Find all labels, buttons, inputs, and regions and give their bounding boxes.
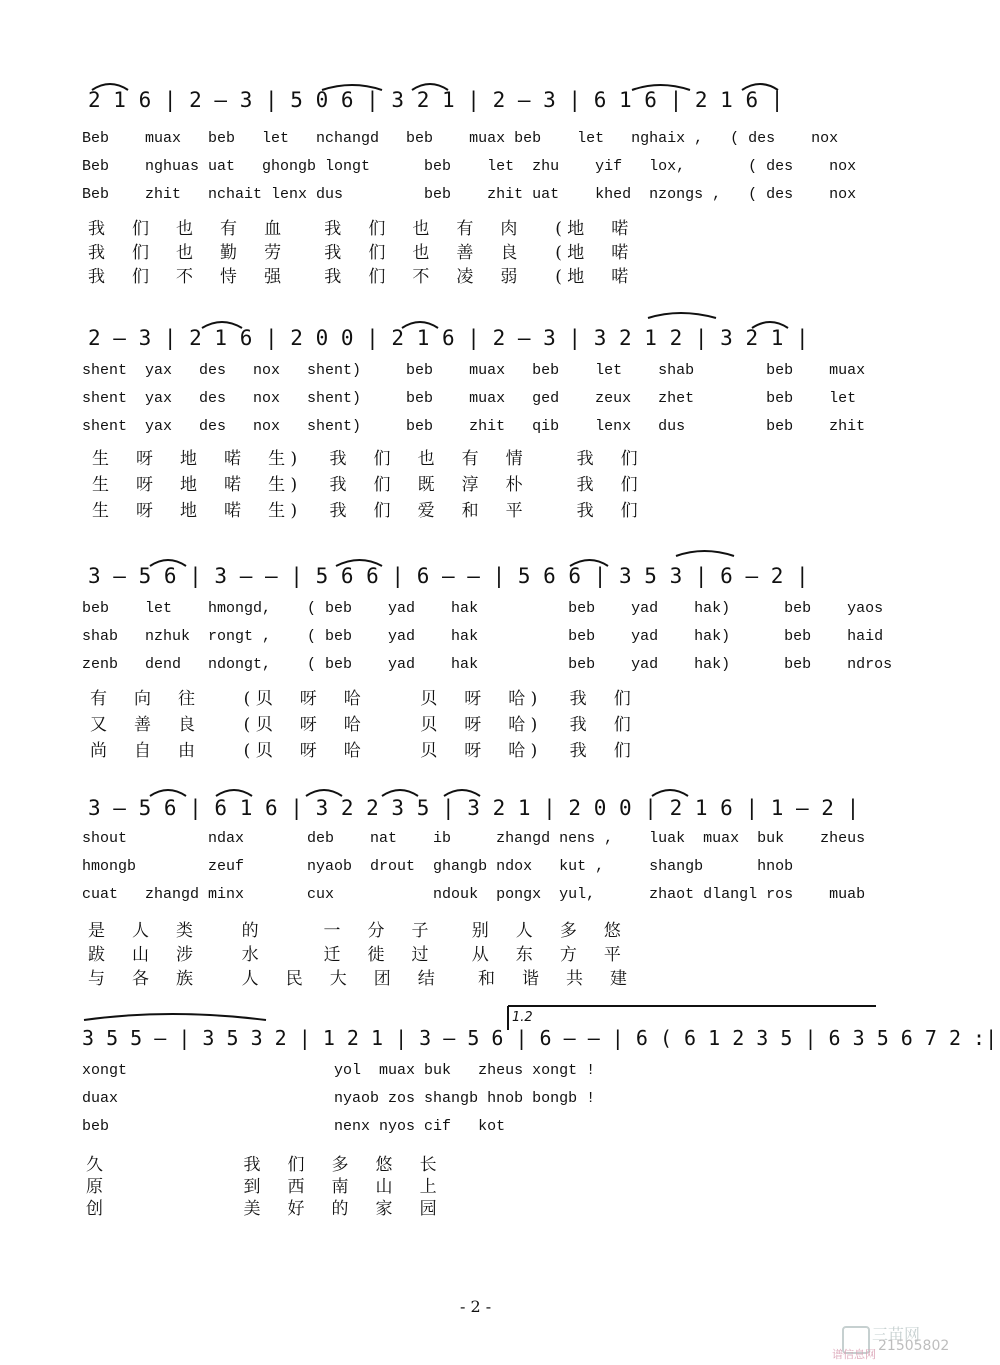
- lyrics-chinese-verse-2: 又 善 良 ( 贝 呀 哈 贝 呀 哈 ) 我 们: [90, 715, 631, 735]
- lyrics-hmong-verse-1: Beb muax beb let nchangd beb muax beb let nghaix , ( des nox: [82, 130, 839, 147]
- lyrics-hmong-verse-3: shent yax des nox shent) beb zhit qib lenx dus beb zhit: [82, 418, 866, 435]
- lyrics-chinese-verse-3: 我 们 不 恃 强 我 们 不 凌 弱 ( 地 喏: [88, 267, 629, 287]
- lyrics-hmong-verse-1: shout ndax deb nat ib zhangd nens , luak muax buk zheus: [82, 830, 866, 847]
- lyrics-chinese-verse-1: 是 人 类 的 一 分 子 别 人 多 悠: [88, 921, 621, 941]
- lyrics-hmong-verse-1: beb let hmongd, ( beb yad hak beb yad hak) beb yaos: [82, 600, 884, 617]
- lyrics-chinese-verse-2: 跋 山 涉 水 迁 徙 过 从 东 方 平: [88, 945, 621, 965]
- lyrics-hmong-verse-2: hmongb zeuf nyaob drout ghangb ndox kut , shangb hnob: [82, 858, 794, 875]
- lyrics-chinese-verse-1: 有 向 往 ( 贝 呀 哈 贝 呀 哈 ) 我 们: [90, 689, 631, 709]
- numbered-notation-line: 2 — 3 | 2 1 6 | 2 0 0 | 2 1 6 | 2 — 3 | 3 2 1 2 | 3 2 1 |: [88, 326, 809, 350]
- numbered-notation-line: 3 5 5 — | 3 5 3 2 | 1 2 1 | 3 — 5 6 | 6 — — | 6 ( 6 1 2 3 5 | 6 3 5 6 7 2 :|: [82, 1026, 998, 1050]
- lyrics-chinese-verse-3: 尚 自 由 ( 贝 呀 哈 贝 呀 哈 ) 我 们: [90, 741, 631, 761]
- lyrics-hmong-verse-3: cuat zhangd minx cux ndouk pongx yul, zhaot dlangl ros muab: [82, 886, 866, 903]
- lyrics-chinese-verse-3: 生 呀 地 喏 生 ) 我 们 爱 和 平 我 们: [92, 501, 638, 521]
- slur: [84, 1014, 266, 1020]
- lyrics-hmong-verse-1: xongt yol muax buk zheus xongt !: [82, 1062, 596, 1079]
- lyrics-chinese-verse-2: 我 们 也 勤 劳 我 们 也 善 良 ( 地 喏: [88, 243, 629, 263]
- watermark-site-name: 三苗网: [872, 1325, 921, 1344]
- lyrics-chinese-verse-1: 生 呀 地 喏 生 ) 我 们 也 有 情 我 们: [92, 449, 638, 469]
- lyrics-hmong-verse-3: beb nenx nyos cif kot: [82, 1118, 506, 1135]
- watermark-id: 21505802: [878, 1338, 950, 1354]
- watermark: [832, 1322, 992, 1362]
- slur: [648, 313, 716, 318]
- numbered-notation-line: 3 — 5 6 | 3 — — | 5 6 6 | 6 — — | 5 6 6 | 3 5 3 | 6 — 2 |: [88, 564, 809, 588]
- lyrics-hmong-verse-2: shent yax des nox shent) beb muax ged zeux zhet beb let: [82, 390, 857, 407]
- numbered-notation-line: 3 — 5 6 | 6 1 6 | 3 2 2 3 5 | 3 2 1 | 2 0 0 | 2 1 6 | 1 — 2 |: [88, 796, 860, 820]
- lyrics-chinese-verse-2: 原 到 西 南 山 上: [86, 1177, 437, 1197]
- lyrics-hmong-verse-2: shab nzhuk rongt , ( beb yad hak beb yad hak) beb haid: [82, 628, 884, 645]
- lyrics-hmong-verse-2: Beb nghuas uat ghongb longt beb let zhu yif lox, ( des nox: [82, 158, 857, 175]
- lyrics-chinese-verse-3: 创 美 好 的 家 园: [86, 1199, 437, 1219]
- lyrics-hmong-verse-1: shent yax des nox shent) beb muax beb let shab beb muax: [82, 362, 866, 379]
- numbered-notation-line: 2 1 6 | 2 — 3 | 5 0 6 | 3 2 1 | 2 — 3 | 6 1 6 | 2 1 6 |: [88, 88, 784, 112]
- lyrics-hmong-verse-2: duax nyaob zos shangb hnob bongb !: [82, 1090, 596, 1107]
- slur: [676, 551, 734, 556]
- lyrics-hmong-verse-3: zenb dend ndongt, ( beb yad hak beb yad hak) beb ndros: [82, 656, 893, 673]
- volta-bracket-label: 1.2: [512, 1010, 533, 1025]
- lyrics-hmong-verse-3: Beb zhit nchait lenx dus beb zhit uat khed nzongs , ( des nox: [82, 186, 857, 203]
- lyrics-chinese-verse-1: 我 们 也 有 血 我 们 也 有 肉 ( 地 喏: [88, 219, 629, 239]
- page-number: - 2 -: [460, 1297, 492, 1316]
- watermark-sub: 谱信息网: [832, 1348, 876, 1361]
- lyrics-chinese-verse-1: 久 我 们 多 悠 长: [86, 1155, 437, 1175]
- lyrics-chinese-verse-3: 与 各 族 人 民 大 团 结 和 谐 共 建: [88, 969, 628, 989]
- lyrics-chinese-verse-2: 生 呀 地 喏 生 ) 我 们 既 淳 朴 我 们: [92, 475, 638, 495]
